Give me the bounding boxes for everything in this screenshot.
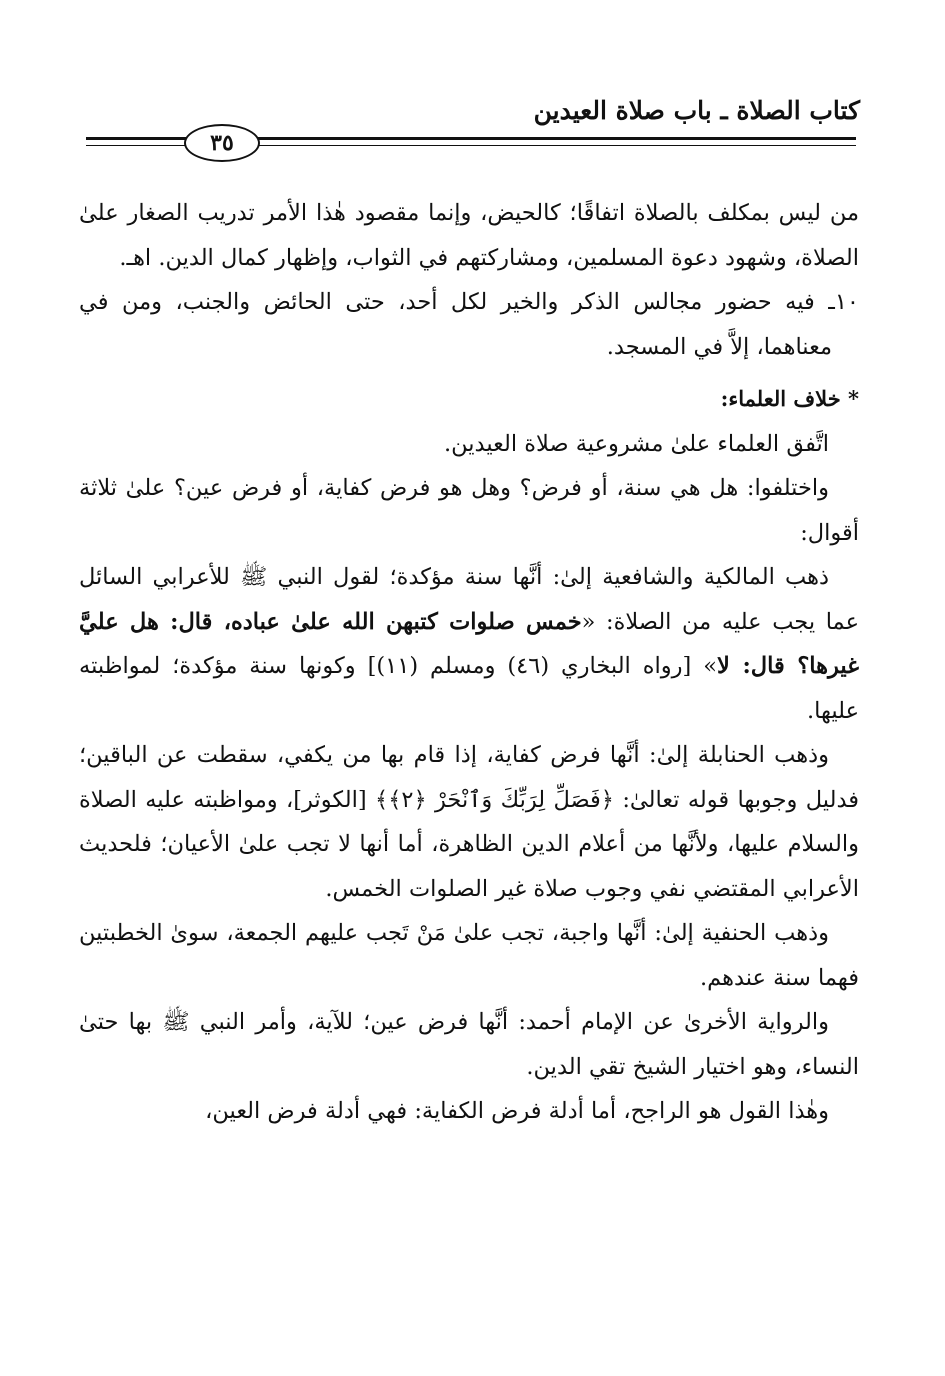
running-header-title: كتاب الصلاة ـ باب صلاة العيدين [533, 96, 860, 125]
paragraph-continuation: من ليس بمكلف بالصلاة اتفاقًا؛ كالحيض، وإنما مقصود هٰذا الأمر تدريب الصغار علىٰ الصلاة، وشهود دعوة المسلمين، ومشاركتهم في الثواب، وإظهار كمال الدين. اهـ. [79, 200, 859, 271]
paragraph-agreement: اتَّفق العلماء علىٰ مشروعية صلاة العيدين. [443, 430, 829, 457]
paragraph-preferred: وهٰذا القول هو الراجح، أما أدلة فرض الكفاية: فهي أدلة فرض العين، [205, 1098, 829, 1124]
paragraph-hanafi: وذهب الحنفية إلىٰ: أنَّها واجبة، تجب علىٰ مَنْ تَجب عليهم الجمعة، سوىٰ الخطبتين فهما سنة عندهم. [79, 920, 859, 991]
text-run: ﴾ [الكوثر]، ومواظبته عليه الصلاة والسلام عليها، ولأنَّها من أعلام الدين الظاهرة، أما أنها لا تجب علىٰ الأعيان؛ فلحديث الأعرابي المقتضي نفي وجوب صلاة غير الصلوات الخمس. [79, 786, 859, 902]
paragraph-ahmad: والرواية الأخرىٰ عن الإمام أحمد: أنَّها فرض عين؛ للآية، وأمر النبي ﷺ بها حتىٰ النساء، وهو اختيار الشيخ تقي الدين. [79, 1009, 859, 1080]
header-rule-top [256, 137, 856, 140]
page-number: ٣٥ [184, 124, 260, 162]
text-run: » [رواه البخاري (٤٦) ومسلم (١١)] وكونها سنة مؤكدة؛ لمواظبته عليها. [79, 653, 859, 724]
paragraph-hanbali [79, 733, 859, 911]
header-rule-bottom [256, 145, 856, 146]
section-heading: * خلاف العلماء: [720, 386, 859, 411]
hadith-quote: خمس صلوات كتبهن الله علىٰ عباده، قال: هل عليَّ غيرها؟ قال: لا [79, 608, 859, 679]
paragraph-disagreement: واختلفوا: هل هي سنة، أو فرض؟ وهل هو فرض كفاية، أو فرض عين؟ علىٰ ثلاثة أقوال: [79, 475, 859, 546]
main-text [79, 191, 859, 1134]
paragraph-maliki-shafii [79, 555, 859, 733]
header-rule-left-top [86, 137, 186, 140]
paragraph-point-10: ١٠ـ فيه حضور مجالس الذكر والخير لكل أحد، حتى الحائض والجنب، ومن في معناهما، إلاَّ في المسجد. [79, 289, 859, 360]
header-rule-left-bottom [86, 145, 186, 146]
quran-verse: فَصَلِّ لِرَبِّكَ وَٱنْحَرْ ﴿٢﴾ [388, 786, 601, 813]
text-run: وذهب الحنابلة إلىٰ: أنَّها فرض كفاية، إذا قام بها من يكفي، سقطت عن الباقين؛ فدليل وجوبها قوله تعالىٰ: ﴿ [79, 742, 860, 813]
text-run: ذهب المالكية والشافعية إلىٰ: أنَّها سنة مؤكدة؛ لقول النبي ﷺ للأعرابي السائل عما يجب عليه من الصلاة: « [79, 564, 859, 635]
